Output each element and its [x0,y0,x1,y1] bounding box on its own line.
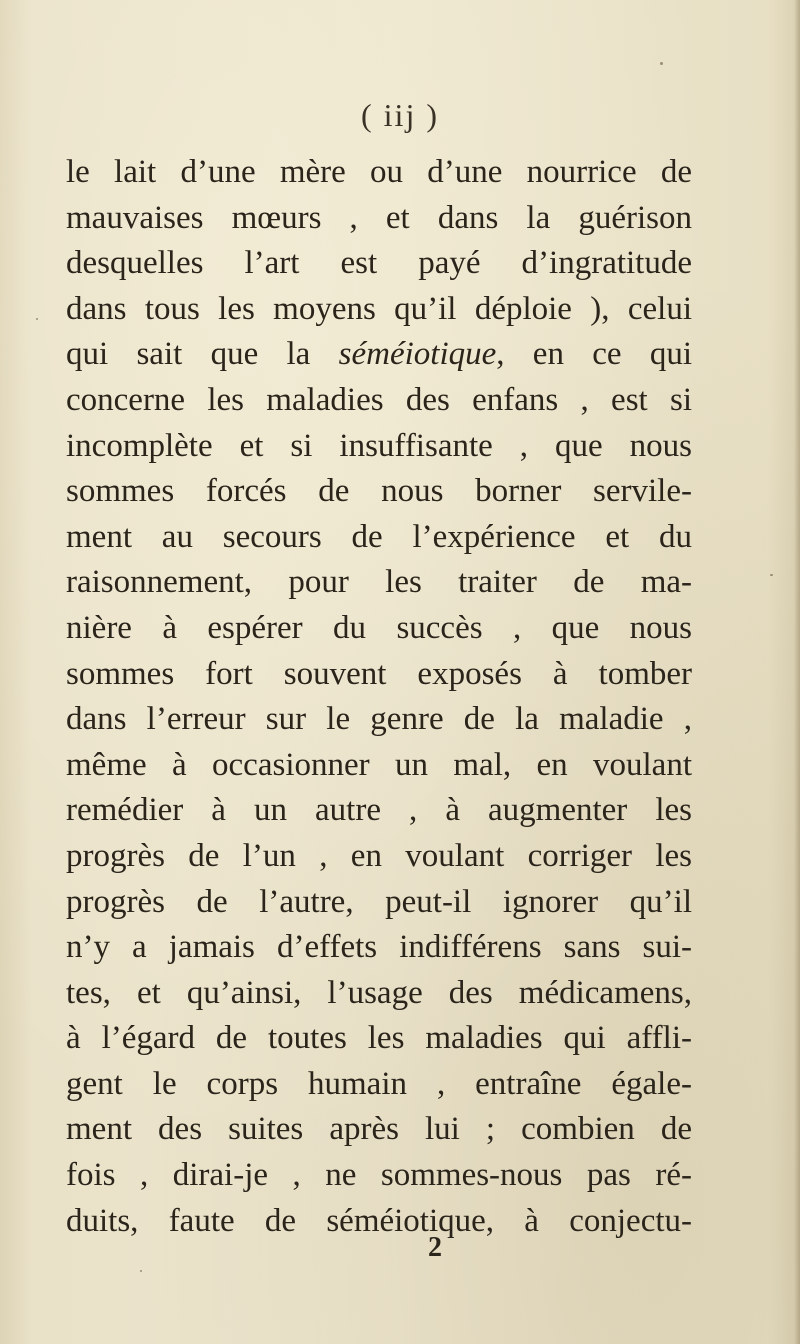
text-line [66,150,692,196]
text-line [66,1062,692,1108]
text-line [66,788,692,834]
text-run: le lait d’une mère ou d’une nourrice de [66,154,692,190]
text-line [66,1016,692,1062]
text-run: tes, et qu’ainsi, l’usage des médicamens, [66,974,692,1011]
text-line [66,880,692,926]
text-run: qui sait que la [66,336,339,373]
text-run: sommes fort souvent exposés à tomber [66,655,692,692]
text-line [66,196,692,242]
text-run: à l’égard de toutes les maladies qui affli- [66,1020,692,1057]
text-run: n’y a jamais d’effets indifférens sans sui- [66,929,692,966]
paper-speck [660,62,663,65]
text-run: sommes forcés de nous borner servile- [66,473,692,510]
paper-speck [140,1270,142,1272]
text-run: ment des suites après lui ; combien de [66,1111,692,1148]
text-run: incomplète et si insuffisante , que nous [66,427,692,464]
text-line [66,743,692,789]
text-line [66,606,692,652]
text-run: nière à espérer du succès , que nous [66,609,692,646]
text-run: progrès de l’un , en voulant corriger les [66,837,692,874]
paper-speck [770,574,773,576]
text-run: fois , dirai-je , ne sommes-nous pas ré- [66,1157,692,1194]
text-run: remédier à un autre , à augmenter les [66,792,692,829]
text-run: dans l’erreur sur le genre de la maladie , [66,701,692,738]
text-run: , en ce qui [496,336,692,373]
text-run: dans tous les moyens qu’il déploie ), celui [66,290,692,327]
text-line [66,515,692,561]
text-line [66,241,692,287]
text-line [66,1153,692,1199]
text-line [66,424,692,470]
text-run: ment au secours de l’expérience et du [66,518,692,555]
italic-term: séméiotique [338,336,497,373]
text-line [66,971,692,1017]
text-line [66,287,692,333]
text-run: progrès de l’autre, peut-il ignorer qu’il [66,883,692,920]
paper-speck [36,318,38,320]
text-run: mauvaises mœurs , et dans la guérison [66,199,692,236]
text-run: desquelles l’art est payé d’ingratitude [66,245,692,282]
text-line [66,834,692,880]
text-line [66,697,692,743]
text-line [66,332,692,378]
signature-mark: 2 [428,1232,442,1263]
text-run: gent le corps humain , entraîne égale- [66,1065,692,1102]
text-run: même à occasionner un mal, en voulant [66,746,692,783]
text-run: raisonnement, pour les traiter de ma- [66,564,692,601]
text-line [66,560,692,606]
text-line [66,1107,692,1153]
text-run: concerne les maladies des enfans , est si [66,381,692,418]
text-line [66,925,692,971]
text-run: duits, faute de séméiotique, à conjectu- [66,1202,692,1239]
page-edge-shadow [794,0,800,1344]
text-line [66,652,692,698]
text-line [66,469,692,515]
text-line [66,378,692,424]
page-number: ( iij ) [361,97,439,133]
body-text [66,150,692,1244]
